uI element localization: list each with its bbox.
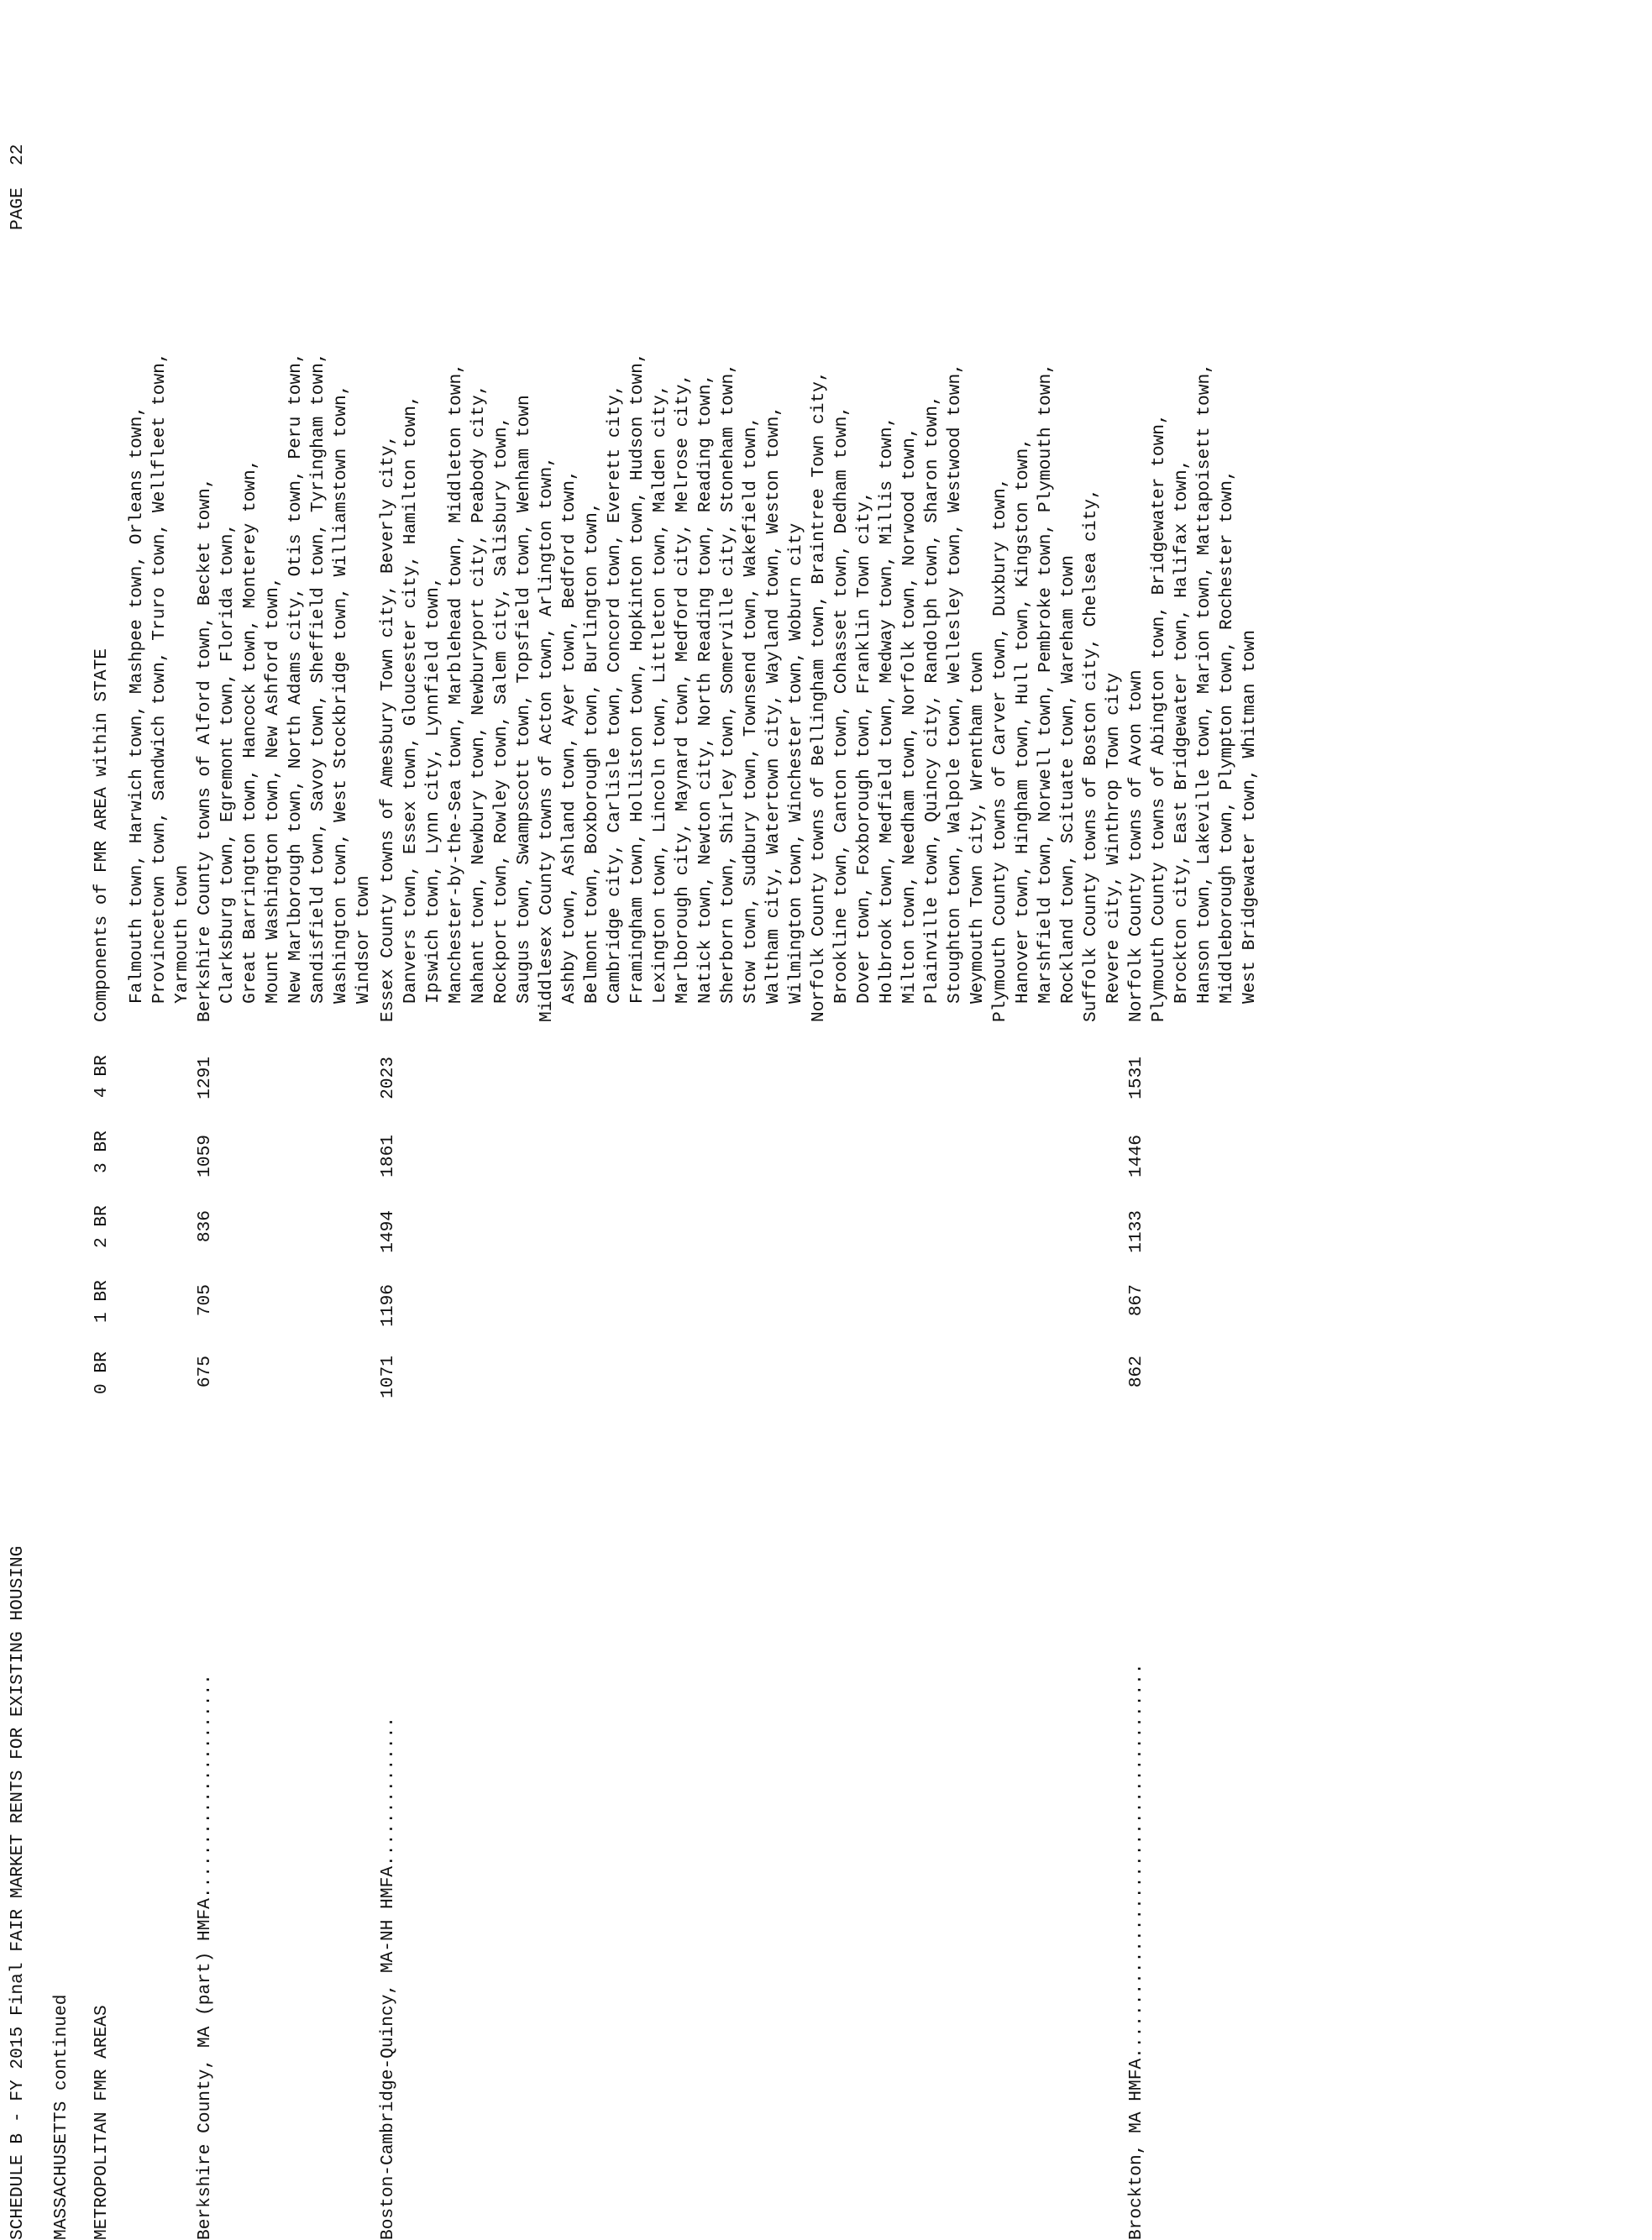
- state-heading: MASSACHUSETTS continued: [51, 1994, 71, 2240]
- rent-2br: 1133: [1126, 1210, 1146, 1253]
- component-line: Wilmington town, Winchester town, Woburn city: [786, 522, 806, 1004]
- rent-3br: 1861: [378, 1135, 398, 1178]
- column-header-0br: 0 BR: [92, 1351, 112, 1394]
- component-line: Stow town, Sudbury town, Townsend town, Wakefield town,: [741, 416, 761, 1004]
- rent-4br: 2023: [378, 1057, 398, 1099]
- schedule-title: SCHEDULE B - FY 2015 Final FAIR MARKET RENTS FOR EXISTING HOUSING: [8, 1545, 28, 2240]
- area-name: Brockton, MA HMFA.....................................: [1126, 1663, 1146, 2240]
- component-line: Milton town, Needham town, Norfolk town, Norwood town,: [899, 427, 920, 1004]
- component-line: Plymouth County towns of Abington town, Bridgewater town,: [1149, 413, 1169, 1022]
- component-line: Waltham city, Watertown city, Wayland town, Weston town,: [763, 405, 784, 1004]
- page-label: PAGE: [8, 187, 28, 230]
- rent-2br: 836: [195, 1210, 215, 1243]
- rent-0br: 1071: [378, 1356, 398, 1398]
- component-line: Manchester-by-the-Sea town, Marblehead town, Middleton town,: [446, 363, 466, 1004]
- component-line: Belmont town, Boxborough town, Burlington town,: [582, 501, 602, 1004]
- rent-3br: 1446: [1126, 1135, 1146, 1178]
- fmr-area-boston: [378, 0, 1652, 2240]
- column-header-2br: 2 BR: [92, 1205, 112, 1248]
- component-line: Marshfield town, Norwell town, Pembroke town, Plymouth town,: [1036, 363, 1056, 1004]
- component-line: Norfolk County towns of Bellingham town, Braintree Town city,: [809, 370, 829, 1022]
- component-line: Berkshire County towns of Alford town, Becket town,: [195, 477, 215, 1022]
- component-line: Sandisfield town, Savoy town, Sheffield town, Tyringham town,: [308, 352, 328, 1004]
- area-name: Berkshire County, MA (part) HMFA.....................: [195, 1674, 215, 2240]
- column-header-3br: 3 BR: [92, 1130, 112, 1173]
- component-line: Middlesex County towns of Acton town, Arlington town,: [537, 456, 557, 1022]
- component-line: Washington town, West Stockbridge town, Williamstown town,: [331, 384, 351, 1004]
- rent-0br: 675: [195, 1356, 215, 1388]
- component-line: Windsor town: [354, 875, 374, 1004]
- column-header-area: METROPOLITAN FMR AREAS: [92, 2005, 112, 2240]
- rent-3br: 1059: [195, 1135, 215, 1178]
- component-line: Holbrook town, Medfield town, Medway town, Millis town,: [877, 416, 897, 1004]
- rent-4br: 1291: [195, 1057, 215, 1099]
- component-line: Brockton city, East Bridgewater town, Halifax town,: [1172, 459, 1192, 1004]
- component-line: New Marlborough town, North Adams city, Otis town, Peru town,: [286, 352, 306, 1004]
- component-line: Revere city, Winthrop Town city: [1104, 672, 1124, 1004]
- component-line: Great Barrington town, Hancock town, Monterey town,: [240, 459, 260, 1004]
- component-line: Rockport town, Rowley town, Salem city, Salisbury town,: [491, 416, 511, 1004]
- component-line: Framingham town, Holliston town, Hopkinton town, Hudson town,: [627, 352, 648, 1004]
- component-line: Suffolk County towns of Boston city, Chelsea city,: [1081, 488, 1101, 1022]
- component-line: Marlborough city, Maynard town, Medford city, Melrose city,: [673, 373, 693, 1004]
- component-line: Hanover town, Hingham town, Hull town, Kingston town,: [1013, 438, 1033, 1004]
- component-line: Falmouth town, Harwich town, Mashpee town, Orleans town,: [127, 405, 147, 1004]
- rent-4br: 1531: [1126, 1057, 1146, 1099]
- component-line: Brookline town, Canton town, Cohasset town, Dedham town,: [831, 405, 852, 1004]
- component-line: Plainville town, Quincy city, Randolph town, Sharon town,: [922, 395, 942, 1004]
- component-line: Hanson town, Lakeville town, Marion town, Mattapoisett town,: [1194, 363, 1214, 1004]
- component-line: Sherborn town, Shirley town, Somerville city, Stoneham town,: [718, 363, 738, 1004]
- column-header-components: Components of FMR AREA within STATE: [92, 648, 112, 1022]
- component-line: Danvers town, Essex town, Gloucester city, Hamilton town,: [401, 395, 421, 1004]
- area-name: Boston-Cambridge-Quincy, MA-NH HMFA..............: [378, 1716, 398, 2240]
- component-line: Ipswich town, Lynn city, Lynnfield town,: [423, 576, 443, 1004]
- component-line: Provincetown town, Sandwich town, Truro town, Wellfleet town,: [149, 352, 170, 1004]
- component-line: West Bridgewater town, Whitman town: [1240, 629, 1260, 1004]
- component-line: Yarmouth town: [172, 864, 192, 1004]
- component-line: Essex County towns of Amesbury Town city, Beverly city,: [378, 434, 398, 1022]
- component-line: Plymouth County towns of Carver town, Duxbury town,: [990, 477, 1010, 1022]
- component-line: Natick town, Newton city, North Reading town, Reading town,: [695, 373, 716, 1004]
- column-header-1br: 1 BR: [92, 1280, 112, 1323]
- column-header-4br: 4 BR: [92, 1055, 112, 1098]
- component-line: Nahant town, Newbury town, Newburyport city, Peabody city,: [469, 384, 489, 1004]
- rent-1br: 705: [195, 1284, 215, 1317]
- component-line: Mount Washington town, New Ashford town,: [263, 576, 283, 1004]
- component-line: Cambridge city, Carlisle town, Concord town, Everett city,: [605, 384, 625, 1004]
- component-line: Middleborough town, Plympton town, Rochester town,: [1217, 470, 1237, 1004]
- component-line: Stoughton town, Walpole town, Wellesley town, Westwood town,: [945, 363, 965, 1004]
- rent-1br: 867: [1126, 1284, 1146, 1317]
- rent-1br: 1196: [378, 1284, 398, 1327]
- component-line: Clarksburg town, Egremont town, Florida town,: [218, 522, 238, 1004]
- component-line: Norfolk County towns of Avon town: [1126, 669, 1146, 1022]
- component-line: Dover town, Foxborough town, Franklin Town city,: [854, 490, 874, 1004]
- component-line: Lexington town, Lincoln town, Littleton town, Malden city,: [650, 384, 670, 1004]
- component-line: Weymouth Town city, Wrentham town: [968, 651, 988, 1004]
- rent-2br: 1494: [378, 1210, 398, 1253]
- component-line: Rockland town, Scituate town, Wareham town: [1058, 554, 1078, 1004]
- rent-0br: 862: [1126, 1356, 1146, 1388]
- component-line: Ashby town, Ashland town, Ayer town, Bedford town,: [559, 470, 580, 1004]
- component-line: Saugus town, Swampscott town, Topsfield town, Wenham town: [514, 395, 534, 1004]
- page-number: 22: [8, 144, 28, 165]
